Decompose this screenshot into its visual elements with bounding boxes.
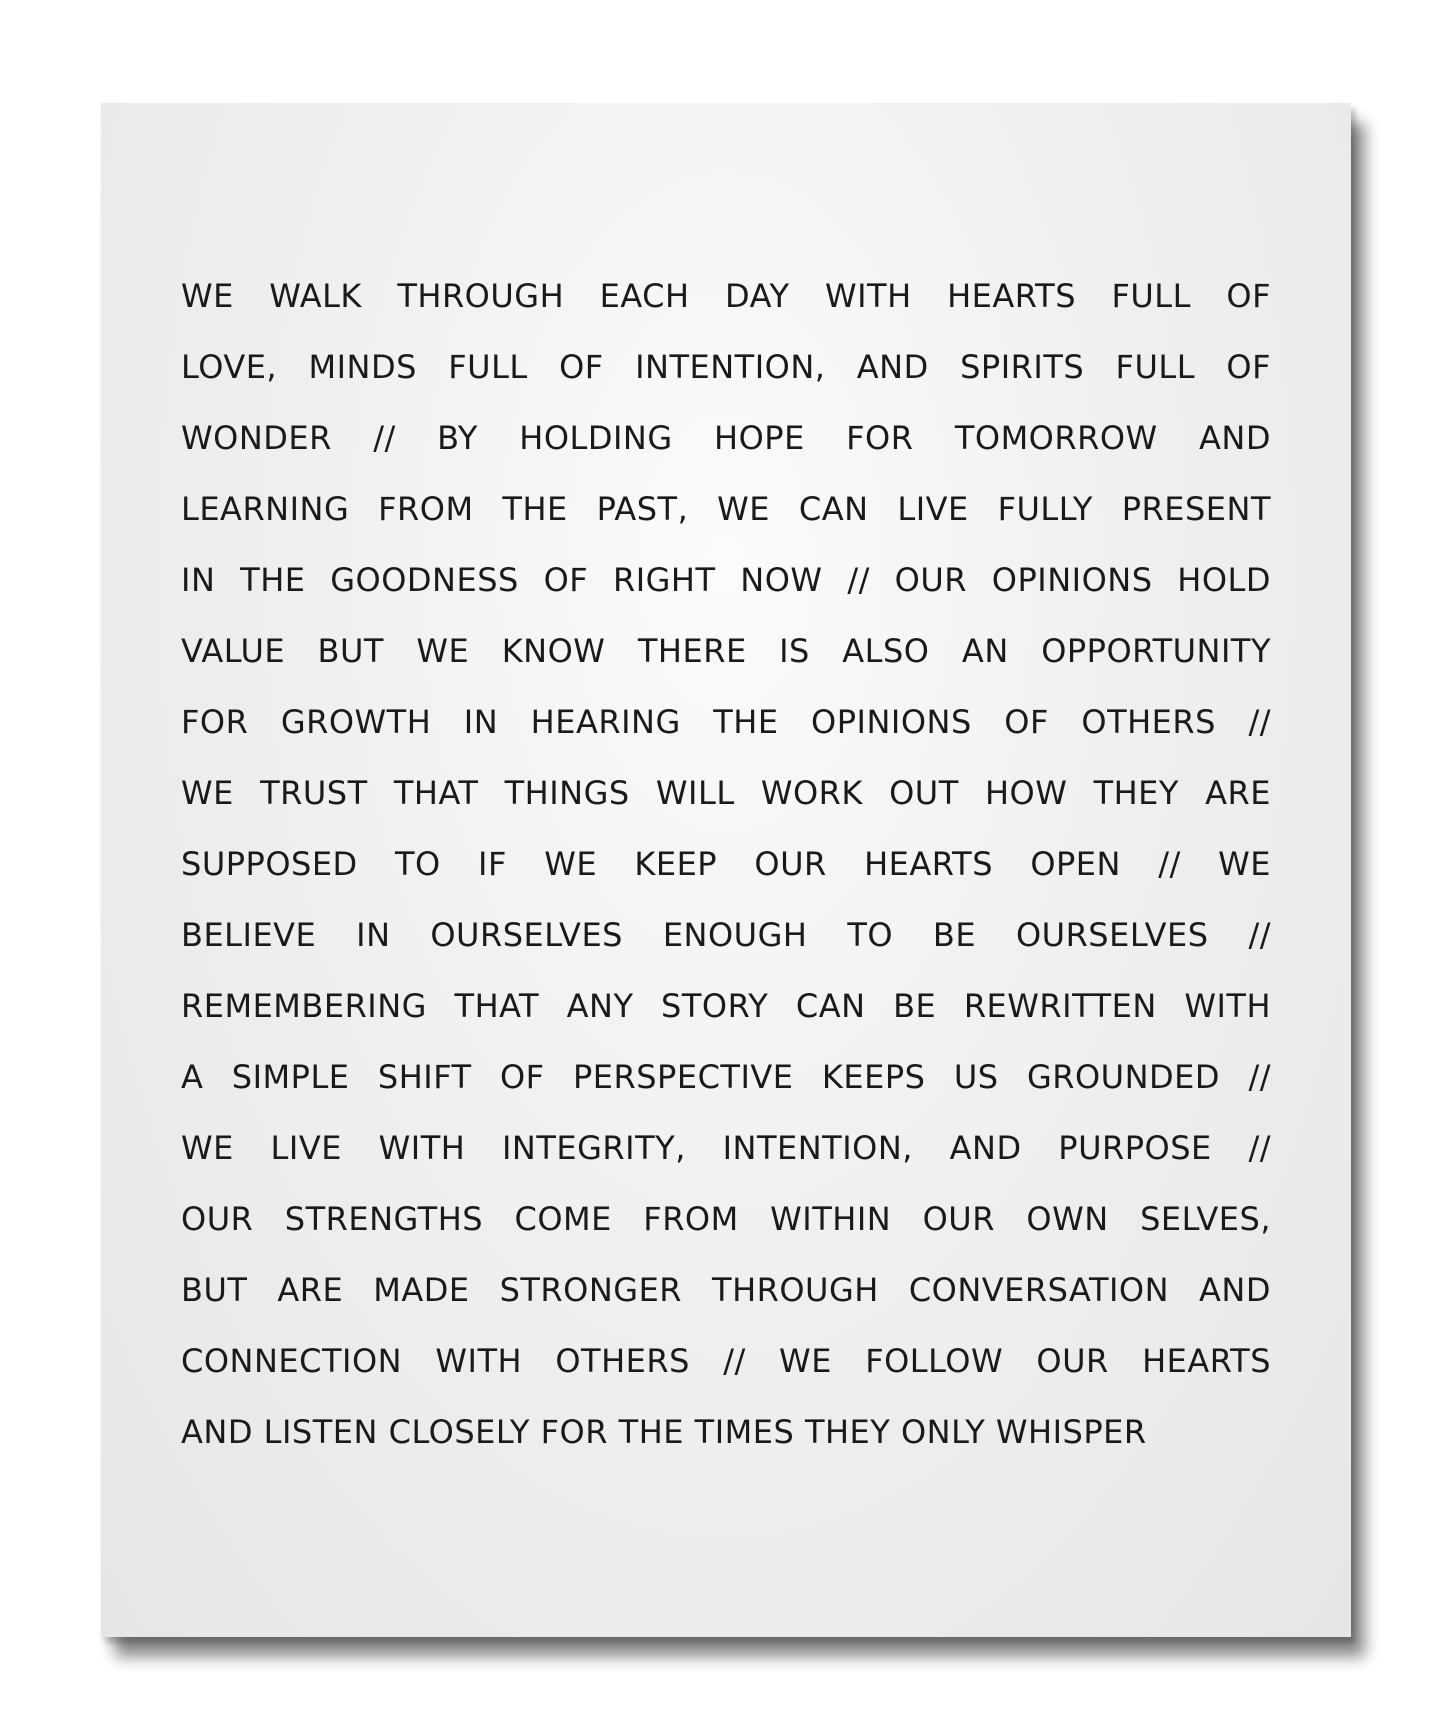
manifesto-line: LOVE, MINDS FULL OF INTENTION, AND SPIRITS FULL OF xyxy=(181,348,1271,386)
manifesto-line: AND LISTEN CLOSELY FOR THE TIMES THEY ONLY WHISPER xyxy=(181,1413,1147,1451)
manifesto-line: A SIMPLE SHIFT OF PERSPECTIVE KEEPS US GROUNDED // xyxy=(181,1058,1271,1096)
manifesto-line: REMEMBERING THAT ANY STORY CAN BE REWRITTEN WITH xyxy=(181,987,1271,1025)
manifesto-line: OUR STRENGTHS COME FROM WITHIN OUR OWN SELVES, xyxy=(181,1200,1271,1238)
manifesto-text xyxy=(181,261,1271,1468)
manifesto-line: CONNECTION WITH OTHERS // WE FOLLOW OUR HEARTS xyxy=(181,1342,1271,1380)
manifesto-poster xyxy=(101,103,1351,1637)
manifesto-line: SUPPOSED TO IF WE KEEP OUR HEARTS OPEN // WE xyxy=(181,845,1271,883)
manifesto-line: VALUE BUT WE KNOW THERE IS ALSO AN OPPORTUNITY xyxy=(181,632,1271,670)
manifesto-line: BELIEVE IN OURSELVES ENOUGH TO BE OURSELVES // xyxy=(181,916,1271,954)
manifesto-line: IN THE GOODNESS OF RIGHT NOW // OUR OPINIONS HOLD xyxy=(181,561,1271,599)
manifesto-line: WE LIVE WITH INTEGRITY, INTENTION, AND PURPOSE // xyxy=(181,1129,1271,1167)
manifesto-line: WE WALK THROUGH EACH DAY WITH HEARTS FULL OF xyxy=(181,277,1271,315)
manifesto-line: FOR GROWTH IN HEARING THE OPINIONS OF OTHERS // xyxy=(181,703,1271,741)
manifesto-line: WE TRUST THAT THINGS WILL WORK OUT HOW THEY ARE xyxy=(181,774,1271,812)
manifesto-line: BUT ARE MADE STRONGER THROUGH CONVERSATION AND xyxy=(181,1271,1271,1309)
manifesto-line: LEARNING FROM THE PAST, WE CAN LIVE FULLY PRESENT xyxy=(181,490,1271,528)
manifesto-line: WONDER // BY HOLDING HOPE FOR TOMORROW AND xyxy=(181,419,1271,457)
